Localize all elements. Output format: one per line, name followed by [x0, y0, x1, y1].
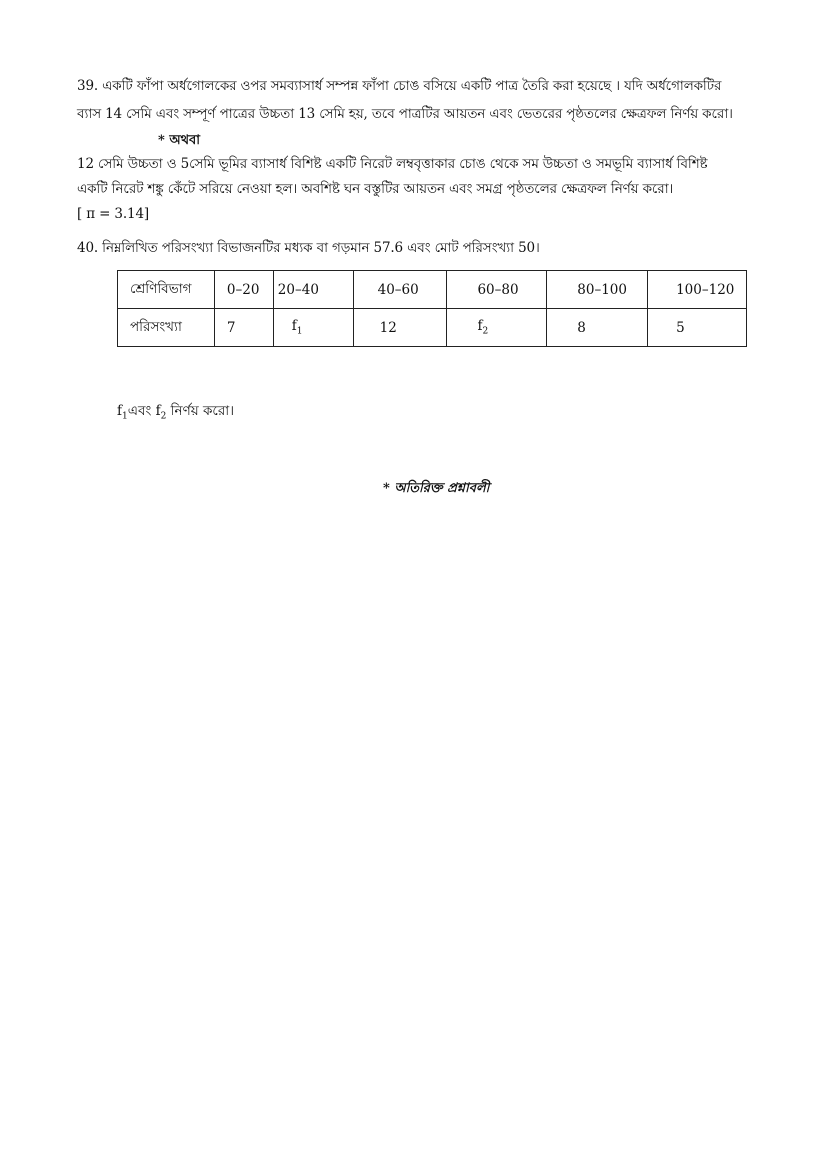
pi-note: [ π = 3.14]: [77, 206, 150, 222]
class-cell: 100–120: [648, 271, 747, 309]
freq-cell: 7: [214, 309, 273, 347]
q40-text: 40. নিম্নলিখিত পরিসংখ্যা বিভাজনটির মধ্যক বা গড়মান 57.6 এবং মোট পরিসংখ্যা 50।: [77, 240, 540, 256]
f1-subscript: 1: [296, 326, 303, 337]
freq-cell-f1: [273, 309, 353, 347]
q39-line-2: ব্যাস 14 সেমি এবং সম্পূর্ণ পাত্রের উচ্চতা 13 সেমি হয়, তবে পাত্রটির আয়তন এবং ভেতরের পৃষ্ঠতলের ক্ষেত্রফল নির্ণয় করো।: [77, 106, 733, 122]
or-label: * অথবা: [158, 133, 201, 148]
class-cell: 80–100: [547, 271, 648, 309]
class-cell: 20–40: [273, 271, 353, 309]
q39-alt-line-1: 12 সেমি উচ্চতা ও 5সেমি ভূমির ব্যাসার্ধ বিশিষ্ট একটি নিরেট লম্ববৃত্তাকার চোঙ থেকে সম উচ্চতা ও সমভূমি ব্যাসার্ধ বিশিষ্ট: [77, 156, 708, 172]
class-cell: 40–60: [353, 271, 447, 309]
frequency-table: [117, 270, 747, 347]
table-row: [118, 309, 747, 347]
f2-subscript: 2: [482, 326, 489, 337]
freq-cell-f2: [447, 309, 547, 347]
freq-cell: 12: [353, 309, 447, 347]
find-mid-text: এবং f: [127, 403, 161, 419]
freq-cell: 8: [547, 309, 648, 347]
class-cell: 0–20: [214, 271, 273, 309]
find-f1-f2: [117, 400, 234, 423]
find-f1-subscript: 1: [122, 411, 128, 422]
class-cell: 60–80: [447, 271, 547, 309]
q39-line-1: 39. একটি ফাঁপা অর্ধগোলকের ওপর সমব্যাসার্ধ সম্পন্ন ফাঁপা চোঙ বসিয়ে একটি পাত্র তৈরি করা হয়েছে । যদি অর্ধগোলকটির: [77, 78, 722, 94]
table-row: [118, 271, 747, 309]
row-label-frequency: পরিসংখ্যা: [118, 309, 215, 347]
f1-letter: f: [291, 318, 297, 335]
freq-cell: 5: [648, 309, 747, 347]
f2-letter: f: [477, 318, 483, 335]
footer-note: * অতিরিক্ত প্রশ্নাবলী: [383, 481, 490, 496]
find-f1-letter: f: [117, 403, 122, 419]
find-tail-text: নির্ণয় করো।: [166, 403, 235, 419]
row-label-class: শ্রেণিবিভাগ: [118, 271, 215, 309]
q39-alt-line-2: একটি নিরেট শঙ্কু কেঁটে সরিয়ে নেওয়া হল। অবশিষ্ট ঘন বস্তুটির আয়তন এবং সমগ্র পৃষ্ঠতলের ক্ষেত্রফল নির্ণয় করো।: [77, 181, 674, 197]
find-f2-subscript: 2: [160, 411, 167, 422]
